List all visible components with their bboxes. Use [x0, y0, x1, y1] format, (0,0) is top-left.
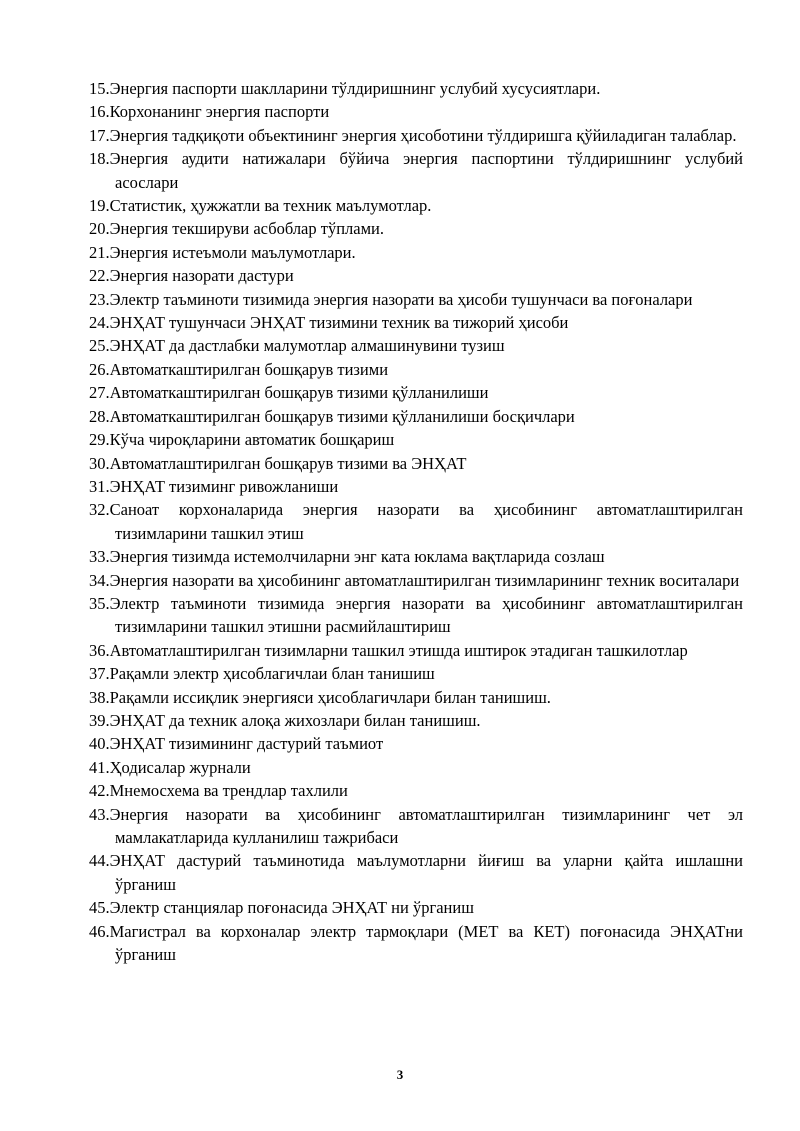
list-item: 37.Рақамли электр ҳисоблагичлаи блан танишиш	[89, 664, 435, 684]
list-item: 27.Автоматкаштирилган бошқарув тизими қўлланилиши	[89, 383, 489, 403]
list-item: 16.Корхонанинг энергия паспорти	[89, 102, 330, 122]
list-item: 35.Электр таъминоти тизимида энергия назорати ва ҳисобининг автоматлаштирилган тизимларини ташкил этишни расмийлаштириш	[89, 593, 743, 637]
page-number: 3	[396, 1067, 404, 1082]
list-item: 30.Автоматлаштирилган бошқарув тизими ва ЭНҲАТ	[89, 453, 467, 473]
list-item: 22.Энергия назорати дастури	[89, 266, 294, 286]
list-item: 17.Энергия тадқиқоти объектининг энергия ҳисоботини тўлдиришга қўйиладиган талаблар.	[89, 125, 737, 145]
list-item: 43.Энергия назорати ва ҳисобининг автоматлаштирилган тизимларининг чет эл мамлакатларида кулланилиш тажрибаси	[89, 804, 743, 847]
list-item: 18.Энергия аудити натижалари бўйича энергия паспортини тўлдиришнинг услубий асослари	[89, 149, 743, 192]
list-item: 23.Электр таъминоти тизимида энергия назорати ва ҳисоби тушунчаси ва поғоналари	[89, 289, 693, 309]
list-item: 32.Саноат корхоналарида энергия назорати ва ҳисобининг автоматлаштирилган тизимларини ташкил этиш	[89, 500, 743, 543]
list-item: 34.Энергия назорати ва ҳисобининг автоматлаштирилган тизимларининг техник воситалари	[89, 570, 740, 590]
list-item: 31.ЭНҲАТ тизиминг ривожланиши	[89, 476, 339, 496]
list-item: 40.ЭНҲАТ тизимининг дастурий таъмиот	[89, 734, 384, 754]
list-item: 38.Рақамли иссиқлик энергияси ҳисоблагичлари билан танишиш.	[89, 687, 551, 707]
list-item: 28.Автоматкаштирилган бошқарув тизими қўлланилиши босқичлари	[89, 406, 575, 426]
list-item: 39.ЭНҲАТ да техник алоқа жихозлари билан танишиш.	[89, 710, 481, 730]
list-item: 36.Автоматлаштирилган тизимларни ташкил этишда иштирок этадиган ташкилотлар	[89, 640, 688, 660]
list-item: 20.Энергия текшируви асбоблар тўплами.	[89, 219, 385, 239]
list-item: 29.Кўча чироқларини автоматик бошқариш	[89, 430, 395, 450]
list-item: 44.ЭНҲАТ дастурий таъминотида маълумотларни йиғиш ва уларни қайта ишлашни ўрганиш	[89, 851, 743, 894]
list-item: 33.Энергия тизимда истемолчиларни энг ката юклама вақтларида созлаш	[89, 547, 605, 567]
list-item: 24.ЭНҲАТ тушунчаси ЭНҲАТ тизимини техник ва тижорий ҳисоби	[89, 313, 569, 333]
list-item: 42.Мнемосхема ва трендлар тахлили	[89, 781, 348, 801]
list-item: 46.Магистрал ва корхоналар электр тармоқлари (МЕТ ва КЕТ) поғонасида ЭНҲАТни ўрганиш	[89, 921, 743, 965]
list-item: 15.Энергия паспорти шаклларини тўлдиришнинг услубий хусусиятлари.	[89, 79, 601, 98]
list-item: 26.Автоматкаштирилган бошқарув тизими	[89, 359, 389, 379]
topic-list	[89, 77, 743, 966]
list-item: 25.ЭНҲАТ да дастлабки малумотлар алмашинувини тузиш	[89, 336, 505, 356]
list-item: 41.Ҳодисалар журнали	[89, 757, 251, 777]
list-item: 21.Энергия истеъмоли маълумотлари.	[89, 242, 356, 262]
list-item: 19.Статистик, ҳужжатли ва техник маълумотлар.	[89, 196, 432, 216]
list-item: 45.Электр станциялар поғонасида ЭНҲАТ ни ўрганиш	[89, 898, 474, 918]
